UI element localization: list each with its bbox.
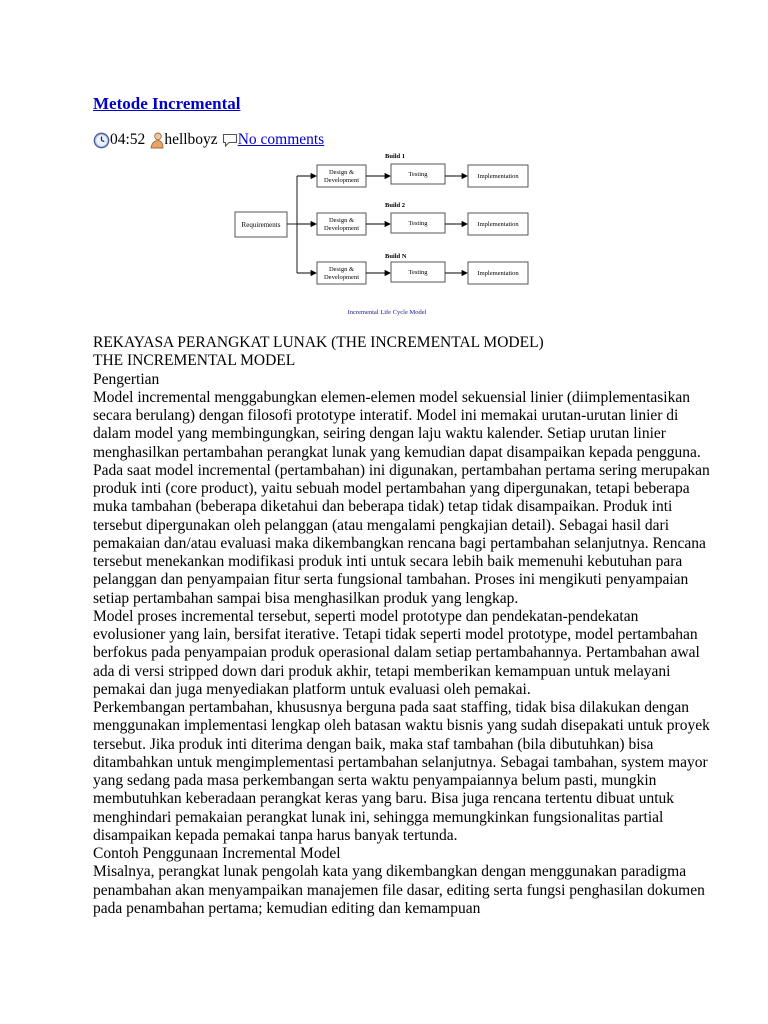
- comment-bubble-icon: [222, 133, 238, 148]
- implementation-label: Implementation: [477, 270, 519, 277]
- design-label: Design &: [328, 266, 355, 273]
- build-label: Build 1: [385, 153, 406, 160]
- post-body: [93, 334, 713, 918]
- testing-label: Testing: [408, 171, 428, 178]
- body-paragraph: Model incremental menggabungkan elemen-elemen model sekuensial linier (diimplementasikan secara berulang) dengan filosofi prototype interatif. Model ini memakai urutan-urutan linier di dalam model yang membingungkan, seiring dengan laju waktu kalender. Setiap urutan linier menghasilkan pertambahan perangkat lunak yang kemudian dapat disampaikan kepada pengguna.: [93, 388, 701, 461]
- body-heading: REKAYASA PERANGKAT LUNAK (THE INCREMENTAL MODEL): [93, 334, 544, 351]
- post-title-link[interactable]: Metode Incremental: [93, 94, 241, 113]
- user-icon: [149, 132, 164, 149]
- body-paragraph: Model proses incremental tersebut, seperti model prototype dan pendekatan-pendekatan evolusioner yang lain, bersifat iterative. Tetapi tidak seperti model prototype, model pertambahan berfokus pada penyampaian produk operasional dalam setiap pertambahannya. Pertambahan awal ada di versi stripped down dari produk akhir, tetapi memberikan kemampuan untuk melayani pemakai dan juga menyediakan platform untuk evaluasi oleh pemakai.: [93, 607, 700, 698]
- post-author: hellboyz: [149, 131, 217, 149]
- post-comments: [222, 131, 325, 149]
- build-label: Build 2: [385, 202, 406, 209]
- body-paragraph: Misalnya, perangkat lunak pengolah kata yang dikembangkan dengan menggunakan paradigma penambahan akan menyampaikan manajemen file dasar, editing serta fungsi penghasilan dokumen pada penambahan pertama; kemudian editing dan kemampuan: [93, 863, 705, 917]
- comments-link[interactable]: No comments: [237, 131, 325, 148]
- design-label: Design &: [328, 169, 355, 176]
- requirements-label: Requirements: [241, 221, 281, 229]
- design-label: Development: [323, 274, 360, 281]
- design-label: Design &: [328, 217, 355, 224]
- post-meta: [93, 131, 324, 149]
- implementation-label: Implementation: [477, 173, 519, 180]
- body-paragraph: Pada saat model incremental (pertambahan) ini digunakan, pertambahan pertama sering merupakan produk inti (core product), yaitu sebuah model pertambahan yang dipergunakan, tetapi beberapa muka tambahan (beberapa diketahui dan beberapa tidak) tetap tidak disampaikan. Produk inti tersebut dipergunakan oleh pelanggan (atau mengalami pengkajian detail). Sebagai hasil dari pemakaian dan/atau evaluasi maka dikembangkan rencana bagi pertambahan selanjutnya. Rencana tersebut menekankan modifikasi produk inti untuk secara lebih baik memenuhi kebutuhan para pelanggan dan penyampaian fitur serta fungsional tambahan. Proses ini mengikuti penyampaian setiap pertambahan sampai bisa menghasilkan produk yang lengkap.: [93, 461, 710, 607]
- body-paragraph: Perkembangan pertambahan, khususnya berguna pada saat staffing, tidak bisa dilakukan dengan menggunakan implementasi lengkap oleh batasan waktu bisnis yang sudah disepakati untuk proyek tersebut. Jika produk inti diterima dengan baik, maka staf tambahan (bila dibutuhkan) bisa ditambahkan untuk mengimplementasi pertambahan selanjutnya. Sebagai tambahan, system mayor yang sedang pada masa perkembangan serta waktu penyampaiannya belum pasti, mungkin membutuhkan keberadaan perangkat keras yang baru. Bisa juga rencana tertentu dibuat untuk menghindari pemakaian perangkat lunak ini, sehingga memungkinkan fungsionalitas partial disampaikan kepada pemakai tanpa harus banyak tertunda.: [93, 699, 710, 844]
- post-time: 04:52: [93, 131, 145, 149]
- clock-icon: [93, 132, 110, 149]
- design-label: Development: [323, 225, 360, 232]
- build-label: Build N: [385, 253, 407, 260]
- testing-label: Testing: [408, 220, 428, 227]
- implementation-label: Implementation: [477, 221, 519, 228]
- diagram-caption: Incremental Life Cycle Model: [347, 309, 427, 316]
- testing-label: Testing: [408, 269, 428, 276]
- body-heading: THE INCREMENTAL MODEL: [93, 352, 296, 370]
- design-label: Development: [323, 177, 360, 184]
- incremental-life-cycle-diagram: [233, 148, 545, 320]
- body-heading: Contoh Penggunaan Incremental Model: [93, 845, 341, 862]
- body-heading: Pengertian: [93, 370, 160, 388]
